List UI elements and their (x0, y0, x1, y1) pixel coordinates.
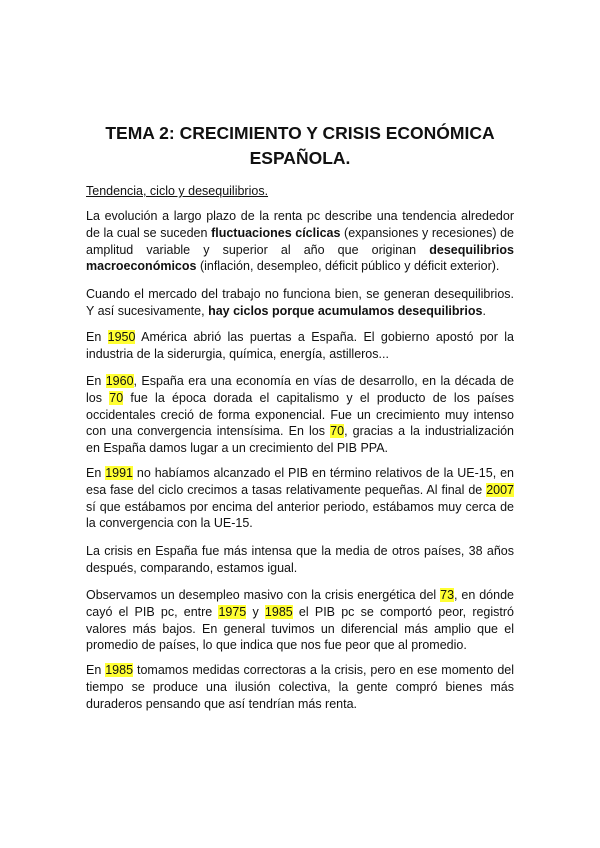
paragraph-1960 (86, 373, 514, 457)
text-run: En (86, 330, 108, 344)
text-run: el PIB pc se comportó peor, registró valores más bajos. En general tuvimos un diferencial más amplio que el promedio de países, lo que indica que nos fue peor que al promedio. (86, 604, 514, 653)
text-run: , España era una economía en vías de desarrollo, en la década de los (86, 374, 514, 405)
highlighted-year: 70 (330, 424, 345, 439)
text-run: En (86, 466, 106, 480)
paragraph-1991 (86, 465, 514, 532)
highlighted-year: 2007 (486, 482, 514, 497)
paragraph-crisis-espana: La crisis en España fue más intensa que la media de otros países, 38 años después, comparando, estamos igual. (86, 544, 514, 575)
text-run: y (246, 604, 265, 619)
text-run: sí que estábamos por encima del anterior periodo, estábamos muy cerca de la convergencia con la UE-15. (86, 499, 514, 531)
paragraph-desempleo (86, 587, 514, 654)
highlighted-year: 70 (109, 390, 124, 405)
text-run: (inflación, desempleo, déficit público y déficit exterior). (196, 259, 500, 274)
highlighted-year: 1985 (264, 604, 293, 619)
text-run: , en dónde cayó el PIB pc, entre (86, 588, 514, 619)
text-run: tomamos medidas correctoras a la crisis, pero en ese momento del tiempo se produce una ilusión colectiva, la gente compró bienes más duraderos pensando que así tendrían más renta. (86, 663, 515, 711)
paragraph-tendencia (86, 208, 514, 275)
highlighted-year: 1991 (105, 466, 133, 480)
text-run: En (86, 374, 106, 388)
bold-term: hay ciclos porque acumulamos desequilibrios (208, 303, 483, 318)
bold-term: fluctuaciones cíclicas (211, 225, 341, 240)
highlighted-year: 1985 (105, 663, 134, 677)
text-run: América abrió las puertas a España. El gobierno apostó por la industria de la siderurgia, química, energía, astilleros... (86, 330, 514, 361)
section-subtitle: Tendencia, ciclo y desequilibrios. (86, 184, 269, 198)
text-run: , gracias a la industrialización en España damos lugar a un crecimiento del PIB PPA. (86, 424, 514, 456)
bold-term: desequilibrios macroeconómicos (86, 242, 514, 274)
highlighted-year: 73 (440, 588, 455, 602)
text-run: no habíamos alcanzado el PIB en término relativos de la UE-15, en esa fase del ciclo crecimos a tasas relativamente pequeñas. Al final de (86, 466, 514, 497)
highlighted-year: 1950 (107, 330, 136, 344)
title-line-1: TEMA 2: CRECIMIENTO Y CRISIS ECONÓMICA (105, 123, 495, 143)
highlighted-year: 1960 (105, 374, 134, 388)
text-run: (expansiones y recesiones) de amplitud variable y superior al año que originan (86, 225, 515, 257)
text-run: fue la época dorada el capitalismo y el producto de los países occidentales creció de forma exponencial. Fue un crecimiento muy intenso con una convergencia intensísima. En los (86, 390, 514, 439)
highlighted-year: 1975 (218, 604, 247, 619)
paragraph-1985 (86, 662, 514, 712)
paragraph-1950 (86, 329, 514, 363)
page-title (86, 121, 514, 171)
title-line-2: ESPAÑOLA. (249, 148, 351, 168)
text-run: En (86, 663, 106, 677)
paragraph-mercado-trabajo (86, 286, 514, 320)
text-run: Cuando el mercado del trabajo no funciona bien, se generan desequilibrios. Y así sucesivamente, (86, 287, 514, 318)
text-run: Observamos un desempleo masivo con la crisis energética del (86, 588, 441, 602)
text-run: . (482, 303, 486, 318)
text-run: La evolución a largo plazo de la renta pc describe una tendencia alrededor de la cual se suceden (86, 209, 514, 240)
